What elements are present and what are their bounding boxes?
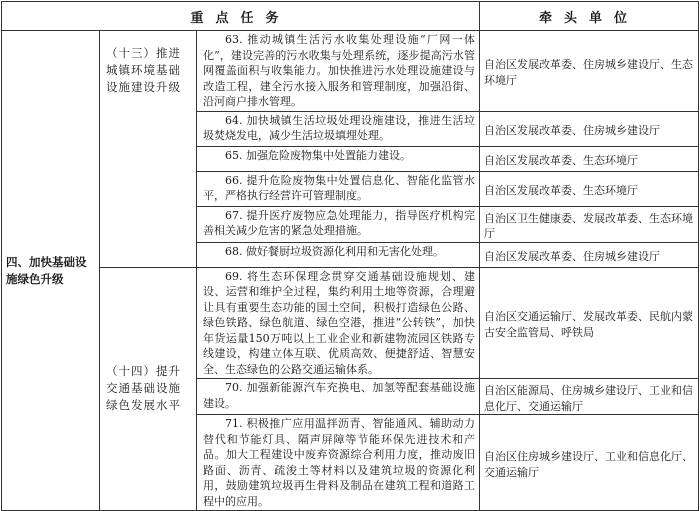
task-text: 68. 做好餐厨垃圾资源化利用和无害化处理。 (225, 244, 444, 258)
tasks-table (1, 1, 699, 511)
subcategory-cell: （十四）提升交通基础设施绿色发展水平 (100, 267, 197, 511)
lead-unit-cell: 自治区交通运输厅、发展改革委、民航内蒙古安全监管局、呼铁局 (480, 267, 699, 379)
task-cell (197, 206, 480, 242)
task-text: 70. 加强新能源汽车充换电、加氢等配套基础设施建设。 (203, 381, 475, 410)
lead-unit-cell: 自治区发展改革委、住房城乡建设厅、生态环境厅 (480, 31, 699, 112)
task-cell (197, 242, 480, 267)
task-cell (197, 31, 480, 112)
task-text: 66. 提升危险废物集中处置信息化、智能化监管水平，严格执行经营许可管理制度。 (203, 173, 475, 202)
lead-unit-cell: 自治区发展改革委、生态环境厅 (480, 171, 699, 206)
lead-unit-cell: 自治区卫生健康委、发展改革委、生态环境厅 (480, 206, 699, 242)
task-text: 65. 加强危险废物集中处置能力建设。 (225, 148, 411, 162)
task-text: 64. 加快城镇生活垃圾处理设施建设，推进生活垃圾焚烧发电，减少生活垃圾填埋处理。 (203, 113, 475, 142)
header-row (2, 2, 699, 31)
table-row (2, 31, 699, 112)
task-cell (197, 267, 480, 379)
lead-unit-cell: 自治区发展改革委、生态环境厅 (480, 146, 699, 171)
subcategory-cell: （十三）推进城镇环境基础设施建设升级 (100, 31, 197, 268)
task-cell (197, 415, 480, 511)
lead-unit-cell: 自治区住房城乡建设厅、工业和信息化厅、交通运输厅 (480, 415, 699, 511)
task-cell (197, 111, 480, 146)
task-cell (197, 146, 480, 171)
lead-unit-cell: 自治区发展改革委、住房城乡建设厅 (480, 242, 699, 267)
header-tasks: 重点任务 (2, 2, 480, 31)
header-lead-unit: 牵头单位 (480, 2, 699, 31)
task-text: 71. 积极推广应用温拌沥青、智能通风、辅助动力替代和节能灯具、隔声屏障等节能环保先进技术和产品。加大工程建设中废弃资源综合利用力度，推动废旧路面、沥青、疏浚土等材料以及建筑垃圾的资源化利用，鼓励建筑垃圾再生骨料及制品在建筑工程和道路工程中的应用。 (203, 417, 475, 508)
task-cell (197, 379, 480, 415)
task-text: 63. 推动城镇生活污水收集处理设施“厂网一体化”，建设完善的污水收集与处理系统，逐步提高污水管网覆盖面积与收集能力。加快推进污水处理设施建设与改造工程，建全污水接入服务和管理制度，加强沿街、沿河商户排水管理。 (203, 33, 475, 108)
category-cell: 四、加快基础设施绿色升级 (2, 31, 100, 511)
task-cell (197, 171, 480, 206)
table-row (2, 267, 699, 379)
task-text: 67. 提升医疗废物应急处理能力，指导医疗机构完善相关减少危害的紧急处理措施。 (203, 208, 475, 237)
lead-unit-cell: 自治区能源局、住房城乡建设厅、工业和信息化厅、交通运输厅 (480, 379, 699, 415)
task-text: 69. 将生态环保理念贯穿交通基础设施规划、建设、运营和维护全过程，集约利用土地等资源，合理避让具有重要生态功能的国土空间，积极打造绿色公路、绿色铁路、绿色航道、绿色空港，推进“公转铁”，加快年货运量150万吨以上工业企业和新建物流园区铁路专线建设，构建立体互联、优质高效、便捷舒适、智慧安全、生态绿色的公路交通运输体系。 (203, 269, 475, 376)
lead-unit-cell: 自治区发展改革委、住房城乡建设厅 (480, 111, 699, 146)
